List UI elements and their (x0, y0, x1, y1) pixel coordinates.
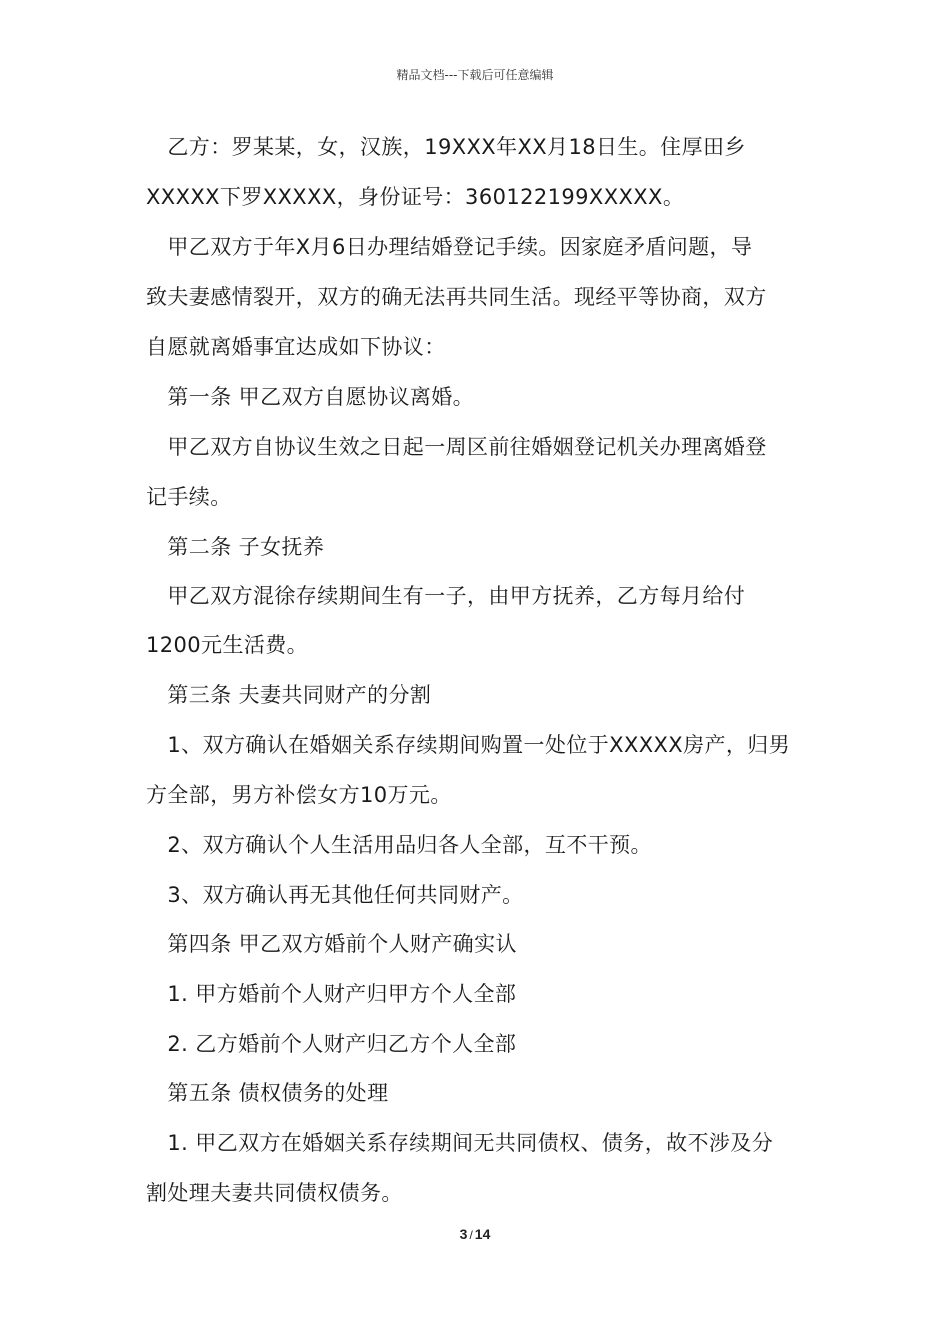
text-line: 甲乙双方混徐存续期间生有一子，由甲方抚养，乙方每月给付 (146, 584, 746, 608)
text-line: 方全部，男方补偿女方10万元。 (146, 783, 452, 807)
current-page: 3 (459, 1226, 468, 1242)
text-line: 甲乙双方于年X月6日办理结婚登记手续。因家庭矛盾问题，导 (146, 235, 753, 259)
text-line: 2. 乙方婚前个人财产归乙方个人全部 (146, 1032, 517, 1056)
article-heading: 第五条 债权债务的处理 (146, 1081, 389, 1105)
article-heading: 第二条 子女抚养 (146, 535, 325, 559)
text-line: 1、双方确认在婚姻关系存续期间购置一处位于XXXXX房产，归男 (146, 733, 791, 757)
page-separator: / (469, 1228, 473, 1242)
article-heading: 第三条 夫妻共同财产的分割 (146, 683, 432, 707)
page-number (0, 1226, 950, 1242)
text-line: 乙方：罗某某，女，汉族，19XXX年XX月18日生。住厚田乡 (146, 135, 746, 159)
text-line: 2、双方确认个人生活用品归各人全部，互不干预。 (146, 833, 652, 857)
text-line: 3、双方确认再无其他任何共同财产。 (146, 883, 524, 907)
text-line: 记手续。 (146, 485, 232, 509)
text-line: 割处理夫妻共同债权债务。 (146, 1181, 403, 1205)
text-line: 致夫妻感情裂开，双方的确无法再共同生活。现经平等协商，双方 (146, 285, 767, 309)
text-line: 1. 甲乙双方在婚姻关系存续期间无共同债权、债务，故不涉及分 (146, 1131, 774, 1155)
total-pages: 14 (474, 1226, 491, 1242)
article-heading: 第一条 甲乙双方自愿协议离婚。 (146, 385, 475, 409)
text-line: XXXXX下罗XXXXX，身份证号：360122199XXXXX。 (146, 185, 685, 209)
article-heading: 第四条 甲乙双方婚前个人财产确实认 (146, 932, 517, 956)
text-line: 自愿就离婚事宜达成如下协议： (146, 335, 446, 359)
text-line: 1200元生活费。 (146, 633, 309, 657)
page-header: 精品文档---下载后可任意编辑 (396, 68, 554, 82)
text-line: 1. 甲方婚前个人财产归甲方个人全部 (146, 982, 517, 1006)
text-line: 甲乙双方自协议生效之日起一周区前往婚姻登记机关办理离婚登 (146, 435, 767, 459)
